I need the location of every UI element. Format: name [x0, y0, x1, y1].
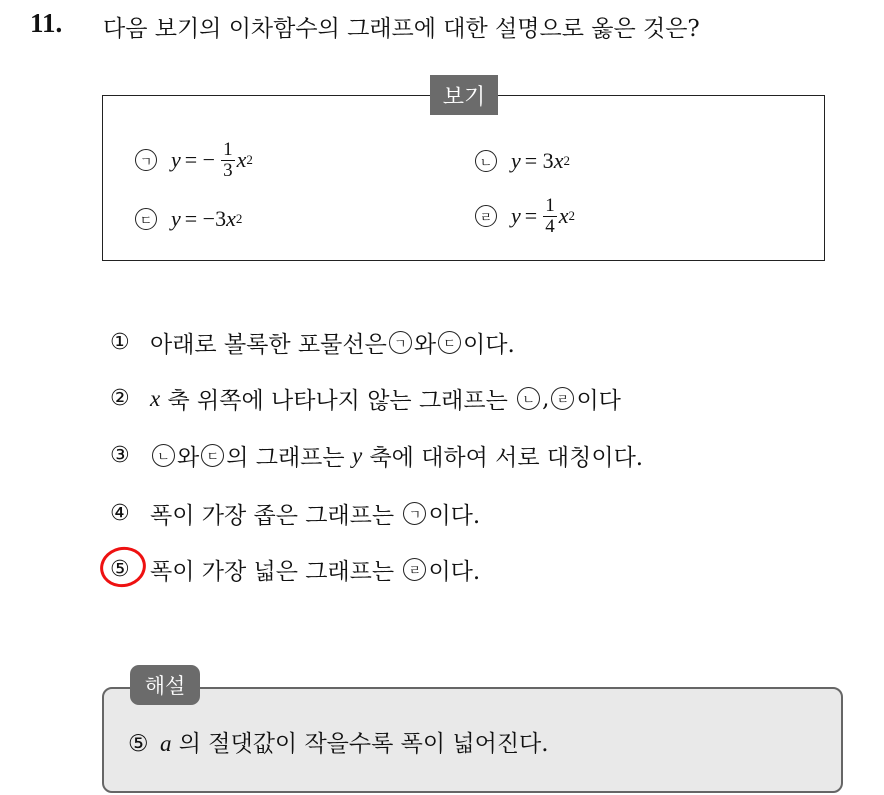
eq-fraction: [543, 196, 557, 237]
option-text: 축 위쪽에 나타나지 않는 그래프는: [160, 388, 516, 414]
bogi-item-3: [135, 206, 242, 232]
option-text: 축에 대하여 서로 대칭이다.: [362, 445, 644, 471]
eq-sign: =: [524, 203, 538, 229]
option-number: ③: [110, 443, 130, 468]
option-variable: x: [150, 385, 161, 411]
explanation-variable: a: [159, 731, 172, 756]
eq-variable: x: [558, 203, 569, 229]
eq-exponent: 2: [235, 211, 243, 226]
eq-lhs: y: [171, 206, 181, 231]
eq-sign: = −3: [184, 206, 227, 231]
option-number: ⑤: [110, 557, 130, 582]
marker-digeut: ㄷ: [201, 444, 224, 467]
question-text: 다음 보기의 이차함수의 그래프에 대한 설명으로 옳은 것은?: [103, 16, 700, 42]
eq-exponent: 2: [563, 153, 570, 168]
marker-giyeok: ㄱ: [403, 502, 426, 525]
question-number: 11.: [30, 8, 63, 38]
eq-exponent: 2: [568, 208, 575, 224]
marker-rieul: ㄹ: [551, 387, 574, 410]
option-2[interactable]: [110, 382, 621, 415]
option-1[interactable]: [110, 326, 515, 359]
eq-lhs: y: [171, 147, 181, 173]
option-text: 이다.: [463, 332, 515, 358]
marker-digeut: ㄷ: [135, 208, 157, 230]
bogi-title: 보기: [430, 75, 498, 115]
option-text: 이다.: [428, 559, 481, 585]
option-text: 이다: [576, 388, 621, 414]
marker-rieul: ㄹ: [475, 205, 497, 227]
explanation-number: ⑤: [128, 731, 149, 757]
marker-digeut: ㄷ: [438, 331, 461, 354]
eq-variable: x: [226, 206, 236, 231]
option-5[interactable]: [110, 553, 480, 586]
marker-rieul: ㄹ: [403, 558, 426, 581]
explanation-body: 의 절댓값이 작을수록 폭이 넓어진다.: [171, 731, 549, 757]
marker-nieun: ㄴ: [475, 150, 497, 172]
fraction-denominator: 4: [545, 215, 555, 237]
marker-giyeok: ㄱ: [135, 149, 157, 171]
option-text: 아래로 볼록한 포물선은: [150, 332, 387, 358]
option-text: 와: [413, 332, 437, 358]
option-text: 폭이 가장 좁은 그래프는: [150, 503, 402, 529]
bogi-item-2: [475, 148, 570, 174]
option-text: 이다.: [428, 503, 481, 529]
fraction-numerator: 1: [223, 139, 233, 160]
option-text: 와: [177, 445, 200, 471]
option-text: ,: [542, 385, 550, 412]
option-number: ②: [110, 386, 130, 411]
eq-exponent: 2: [246, 152, 253, 168]
option-text: 폭이 가장 넓은 그래프는: [150, 559, 402, 585]
fraction-denominator: 3: [223, 159, 233, 181]
eq-lhs: y: [511, 148, 521, 173]
eq-sign: = 3: [524, 148, 554, 173]
option-4[interactable]: [110, 497, 480, 530]
option-number: ①: [110, 330, 130, 355]
explanation-text: [128, 725, 549, 758]
marker-nieun: ㄴ: [517, 387, 540, 410]
eq-variable: x: [553, 148, 564, 173]
option-3[interactable]: [110, 439, 643, 472]
eq-variable: x: [236, 147, 247, 173]
bogi-item-4: [475, 196, 575, 237]
marker-nieun: ㄴ: [152, 444, 175, 467]
eq-fraction: [221, 140, 235, 181]
bogi-item-1: [135, 140, 253, 181]
option-variable: y: [351, 442, 363, 468]
option-number: ④: [110, 501, 130, 526]
eq-lhs: y: [511, 203, 521, 229]
eq-sign: = −: [184, 147, 216, 173]
fraction-numerator: 1: [545, 195, 555, 216]
option-text: 의 그래프는: [226, 445, 352, 471]
explanation-title: 해설: [130, 665, 200, 705]
marker-giyeok: ㄱ: [389, 331, 412, 354]
